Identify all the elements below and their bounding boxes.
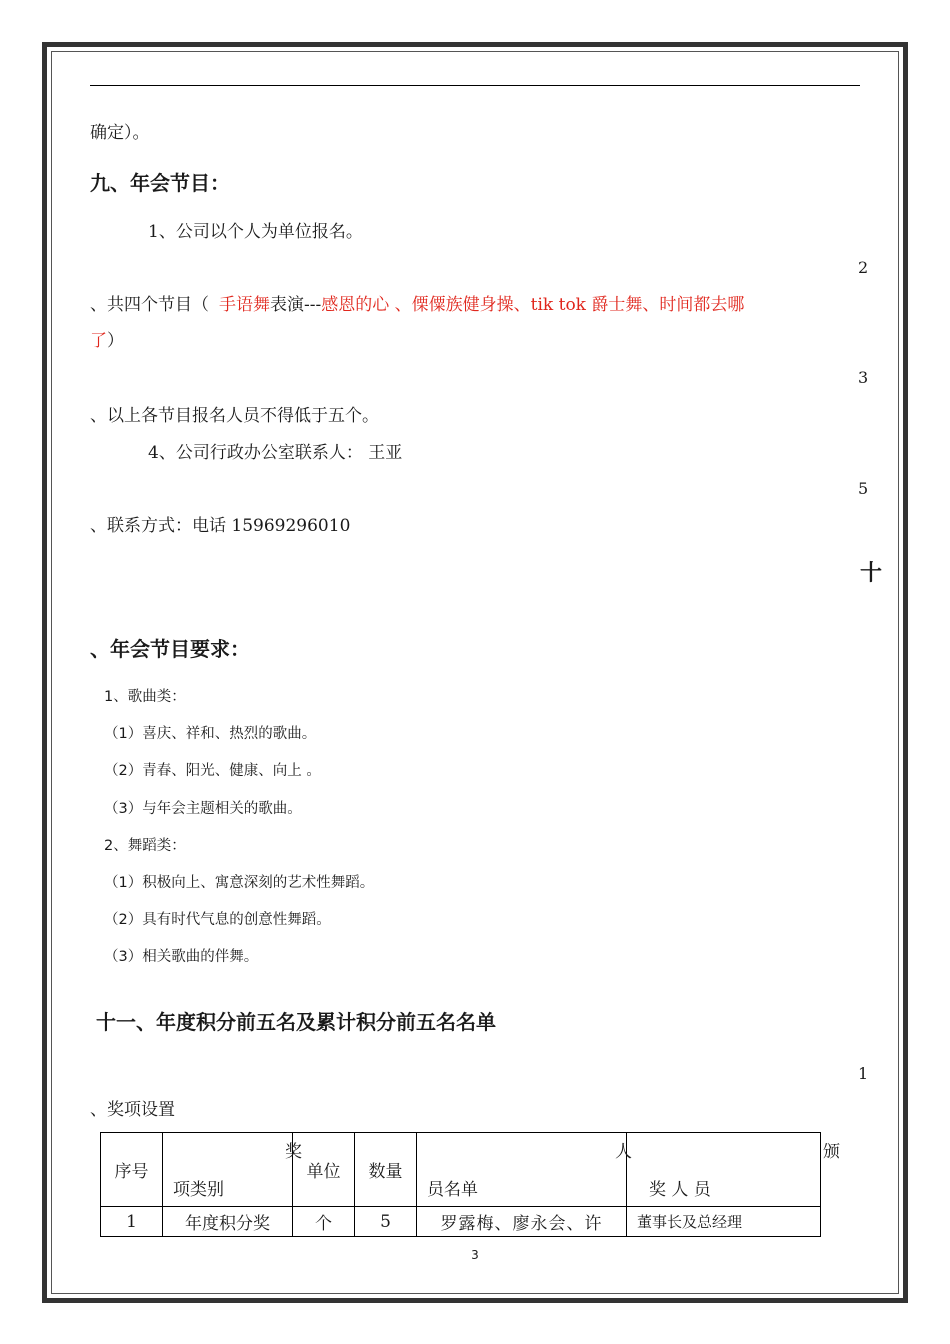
section-10-number: 十 [860, 561, 883, 586]
awards-label: 、奖项设置 [90, 1100, 175, 1120]
item-2-red-3: 了 [90, 331, 107, 351]
header-rule [90, 85, 860, 86]
item-3: 、以上各节目报名人员不得低于五个。 [90, 406, 379, 426]
header-award-top: 奖 [285, 1142, 302, 1162]
req-2-2: （2）具有时代气息的创意性舞蹈。 [104, 912, 331, 928]
header-seq [101, 1133, 163, 1207]
req-1-3: （3）与年会主题相关的歌曲。 [104, 801, 302, 817]
award-table [100, 1132, 840, 1237]
table-row [101, 1207, 821, 1237]
item-1: 1、公司以个人为单位报名。 [148, 222, 363, 242]
continued-text: 确定）。 [90, 123, 150, 143]
item-2-suffix: ） [107, 331, 124, 351]
item-4: 4、公司行政办公室联系人： 王亚 [148, 443, 403, 463]
req-2: 2、舞蹈类： [104, 838, 186, 854]
header-qty [355, 1133, 417, 1207]
cell-unit: 个 [293, 1207, 355, 1237]
section-9-title: 九、年会节目： [90, 171, 230, 195]
section-11-title: 十一、年度积分前五名及累计积分前五名名单 [96, 1010, 496, 1034]
req-1-1: （1）喜庆、祥和、热烈的歌曲。 [104, 726, 317, 742]
header-award [163, 1133, 302, 1207]
header-presenter-top: 颁 [823, 1142, 840, 1162]
header-presenter [627, 1133, 840, 1207]
header-people-top: 人 [615, 1142, 632, 1162]
cell-award: 年度积分奖 [163, 1207, 293, 1237]
cell-qty: 5 [355, 1207, 417, 1237]
item-5: 、联系方式：电话 15969296010 [90, 516, 351, 536]
header-unit [293, 1133, 355, 1207]
header-people [417, 1133, 632, 1207]
item-2-red-1: 手语舞 [219, 295, 270, 315]
cell-presenter: 董事长及总经理 [627, 1207, 821, 1237]
item-2-continued [90, 331, 124, 351]
header-presenter-bottom: 奖 人 员 [649, 1180, 711, 1200]
item-2-prefix: 、共四个节目（ [90, 295, 209, 315]
item-2 [90, 295, 744, 315]
header-unit-label: 单位 [306, 1162, 341, 1182]
header-award-bottom: 项类别 [173, 1180, 224, 1200]
page-number: 3 [471, 1248, 479, 1262]
cell-people: 罗露梅、廖永会、许 [417, 1207, 627, 1237]
list-number-1: 1 [858, 1064, 869, 1083]
table-header-row [101, 1133, 821, 1207]
header-seq-label: 序号 [114, 1162, 149, 1182]
header-people-bottom: 员名单 [427, 1180, 478, 1200]
item-2-red-2: 感恩的心 、傈僳族健身操、tik tok 爵士舞、时间都去哪 [321, 295, 745, 315]
req-1: 1、歌曲类： [104, 689, 186, 705]
cell-seq: 1 [101, 1207, 163, 1237]
req-1-2: （2）青春、阳光、健康、向上 。 [104, 763, 321, 779]
req-2-1: （1）积极向上、寓意深刻的艺术性舞蹈。 [104, 875, 375, 891]
section-10-title: 、年会节目要求： [90, 637, 250, 661]
list-number-5: 5 [858, 479, 869, 498]
header-qty-label: 数量 [368, 1162, 403, 1182]
item-2-black: 表演--- [270, 295, 322, 315]
list-number-2: 2 [858, 258, 869, 277]
req-2-3: （3）相关歌曲的伴舞。 [104, 949, 259, 965]
list-number-3: 3 [858, 368, 869, 387]
